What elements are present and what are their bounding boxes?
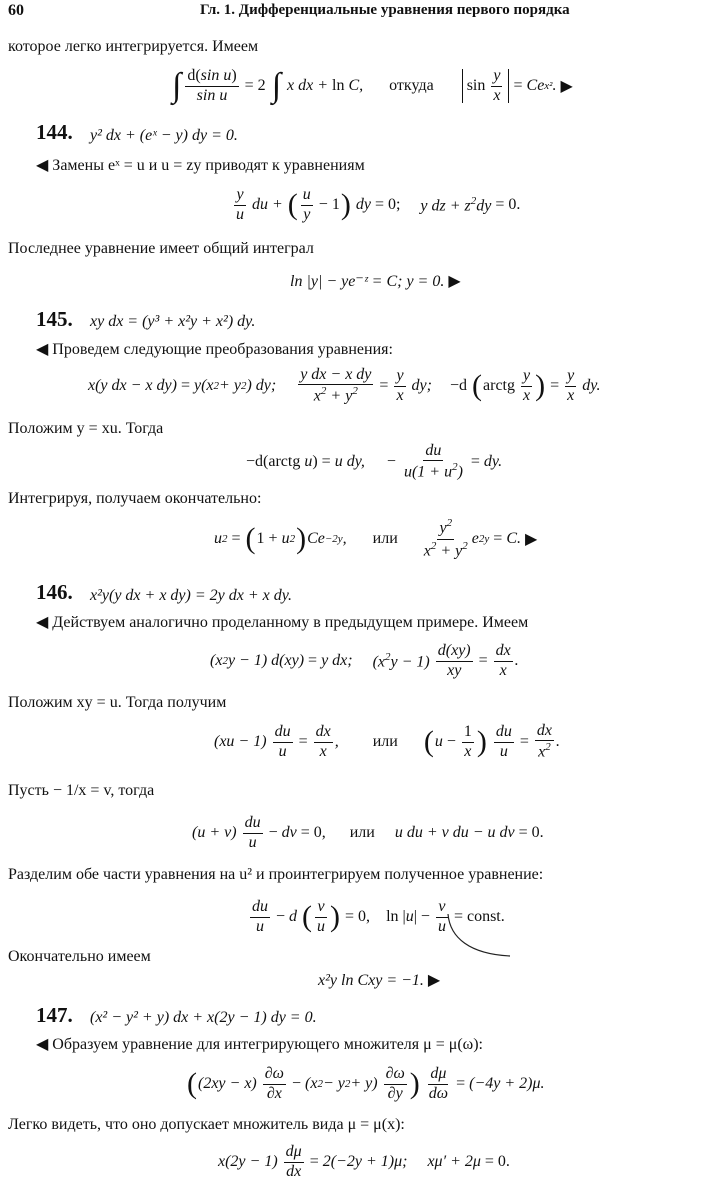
- display-equation: u 2 = ( 1 + u 2 ) Ce −2y , или $\frac{y^2}{x^2 + y^2}$ e 2y = C. ▶: [214, 517, 538, 559]
- problem-number: 147.: [36, 1003, 73, 1027]
- solution-line: ◀ Образуем уравнение для интегрирующего множителя μ = μ(ω):: [36, 1036, 483, 1053]
- display-equation: −d(arctg u ) = u dy, − $\frac{du}{u(1 + u^2)}$ = dy.: [246, 441, 503, 481]
- solution-line: ◀ Замены eˣ = u и u = zy приводят к уравнениям: [36, 157, 365, 174]
- text-line: Пусть − 1/x = v, тогда: [8, 782, 155, 799]
- text-line: Положим y = xu. Тогда: [8, 420, 164, 437]
- text-line: Легко видеть, что оно допускает множитель вида μ = μ(x):: [8, 1116, 405, 1133]
- text-line: Разделим обе части уравнения на u² и проинтегрируем полученное уравнение:: [8, 866, 544, 883]
- pen-mark-icon: [440, 908, 520, 960]
- display-equation: (x 2 y − 1) d(xy) = y dx; $(x^2y - 1)$ $\frac{d(xy)}{xy}$ = $\frac{dx}{x}$ .: [210, 641, 519, 679]
- display-equation: $\frac{du}{u}$ − d ( $\frac{v}{u}$ ) = 0, ln | u | − $\frac{v}{u}$ = const.: [252, 897, 505, 935]
- display-equation: ( (2xy − x) $\frac{\partial\omega}{\partial x}$ − (x 2 − y 2 + y) $\frac{\partial\omega}{\partial y}$ ) $\frac{d\mu}{d\omega}$ = (−4y + 2)μ.: [187, 1064, 545, 1102]
- text-line: Последнее уравнение имеет общий интеграл: [8, 240, 314, 257]
- page-number: 60: [8, 2, 24, 19]
- problem-statement: xy dx = (y³ + x²y + x²) dy.: [90, 313, 256, 330]
- display-equation: x(2y − 1) $\frac{d\mu}{dx}$ = 2(−2y + 1)μ; xμ′ + 2μ = 0.: [218, 1142, 510, 1180]
- display-equation: ∫ $\frac{\text{d(sin u)}}{\text{sin u}}$ = 2 ∫ x dx + ln C, откуда sin $\frac{y}{x}$ = Ce x² . ▶: [172, 66, 573, 104]
- display-equation: (xu − 1) $\frac{du}{u}$ = $\frac{dx}{x}$ , или ( u − $\frac{1}{x}$ ) $\frac{du}{u}$ = $\frac{dx}{x^2}$ .: [214, 721, 560, 761]
- display-equation: x(y dx − x dy) = y(x 2 + y 2 ) dy; $\frac{\text{y dx − x dy}}{x^2 + y^2}$ = $\frac{y}{x}$ dy; −d ( arctg $\frac{y}{x}$ ) = $\frac{y}{x}$ dy.: [88, 365, 601, 405]
- problem-statement: x²y(y dx + x dy) = 2y dx + x dy.: [90, 587, 292, 604]
- display-equation: x²y ln Cxy = −1. ▶: [318, 972, 441, 989]
- text-line: Положим xy = u. Тогда получим: [8, 694, 227, 711]
- display-equation: ln |y| − ye⁻ᶻ = C; y = 0. ▶: [290, 273, 461, 290]
- solution-line: ◀ Действуем аналогично проделанному в предыдущем примере. Имеем: [36, 614, 529, 631]
- problem-statement: (x² − y² + y) dx + x(2y − 1) dy = 0.: [90, 1009, 317, 1026]
- problem-number: 144.: [36, 120, 73, 144]
- problem-statement: y² dx + (eˣ − y) dy = 0.: [90, 127, 238, 144]
- text-line: Интегрируя, получаем окончательно:: [8, 490, 262, 507]
- running-title: Гл. 1. Дифференциальные уравнения первого порядка: [200, 2, 570, 18]
- text-line: Окончательно имеем: [8, 948, 151, 965]
- solution-line: ◀ Проведем следующие преобразования уравнения:: [36, 341, 393, 358]
- problem-number: 146.: [36, 580, 73, 604]
- display-equation: (u + v) $\frac{du}{u}$ − dv = 0, или u du + v du − u dv = 0.: [192, 813, 544, 851]
- problem-number: 145.: [36, 307, 73, 331]
- text-line: которое легко интегрируется. Имеем: [8, 38, 259, 55]
- display-equation: $\frac{y}{u}$ du + ( $\frac{u}{y}$ − 1 ) dy = 0; y dz + $z^2dy$ = 0.: [236, 185, 521, 223]
